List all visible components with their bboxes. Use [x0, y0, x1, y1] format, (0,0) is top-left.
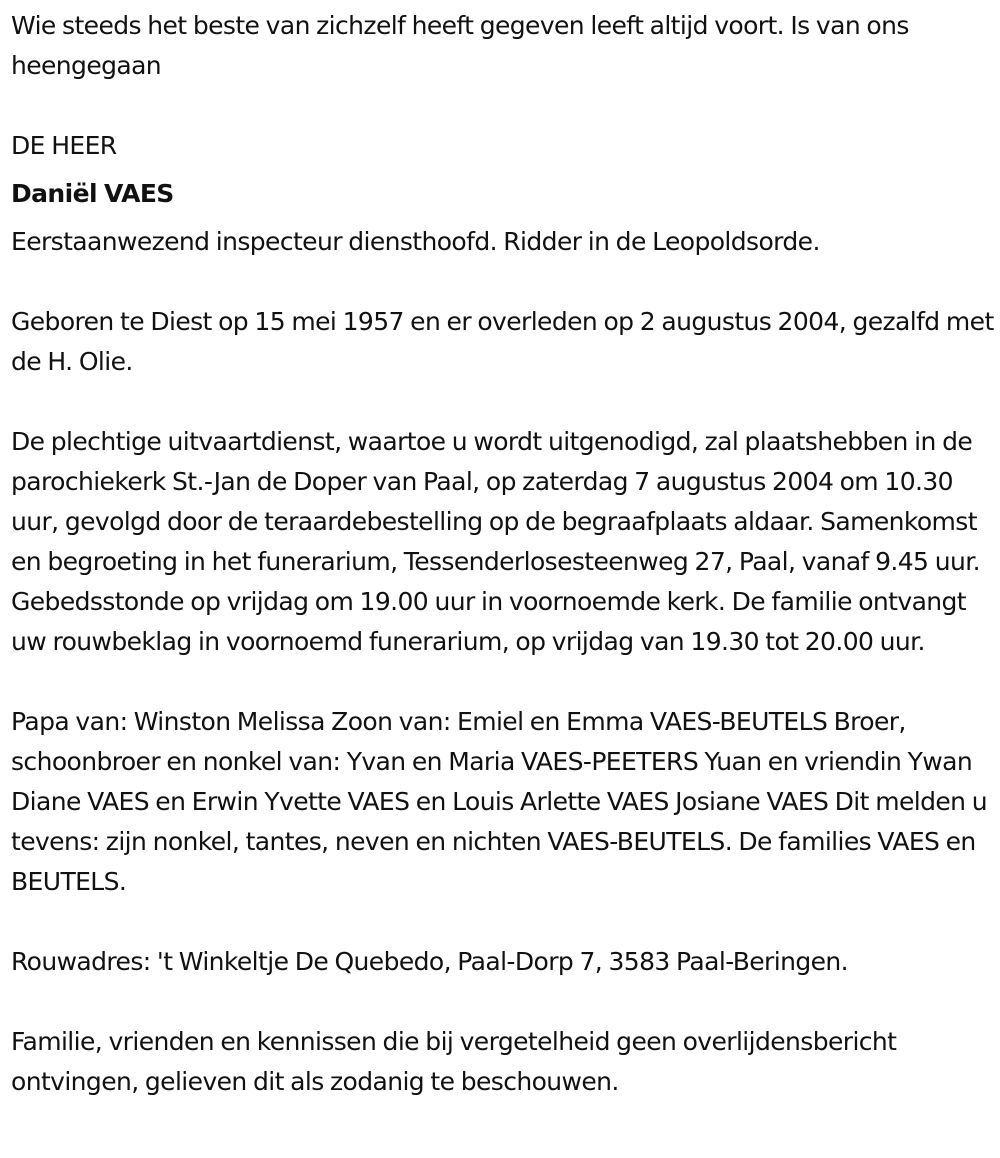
- titles-text: Eerstaanwezend inspecteur diensthoofd. Ridder in de Leopoldsorde.: [11, 227, 820, 256]
- obituary-notice: [11, 6, 995, 1102]
- intro-text: Wie steeds het beste van zichzelf heeft gegeven leeft altijd voort. Is van ons heengegaan: [11, 11, 909, 80]
- birth-death-text: Geboren te Diest op 15 mei 1957 en er overleden op 2 augustus 2004, gezalfd met de H. Olie.: [11, 307, 994, 376]
- family-list: Papa van: Winston Melissa Zoon van: Emiel en Emma VAES-BEUTELS Broer, schoonbroer en nonkel van: Yvan en Maria VAES-PEETERS Yuan en vriendin Ywan Diane VAES en Erwin Yvette VAES en Louis Arlette VAES Josiane VAES Dit melden u tevens: zijn nonkel, tantes, neven en nichten VAES-BEUTELS. De families VAES en BEUTELS.: [11, 707, 987, 896]
- closing-text: Familie, vrienden en kennissen die bij vergetelheid geen overlijdensbericht ontvingen, gelieven dit als zodanig te beschouwen.: [11, 1027, 897, 1096]
- salutation: DE HEER: [11, 131, 117, 160]
- mourning-address: Rouwadres: 't Winkeltje De Quebedo, Paal-Dorp 7, 3583 Paal-Beringen.: [11, 947, 848, 976]
- funeral-details: De plechtige uitvaartdienst, waartoe u wordt uitgenodigd, zal plaatshebben in de parochiekerk St.-Jan de Doper van Paal, op zaterdag 7 augustus 2004 om 10.30 uur, gevolgd door de teraardebestelling op de begraafplaats aldaar. Samenkomst en begroeting in het funerarium, Tessenderlosesteenweg 27, Paal, vanaf 9.45 uur. Gebedsstonde op vrijdag om 19.00 uur in voornoemde kerk. De familie ontvangt uw rouwbeklag in voornoemd funerarium, op vrijdag van 19.30 tot 20.00 uur.: [11, 427, 980, 656]
- deceased-name: Daniël VAES: [11, 179, 174, 208]
